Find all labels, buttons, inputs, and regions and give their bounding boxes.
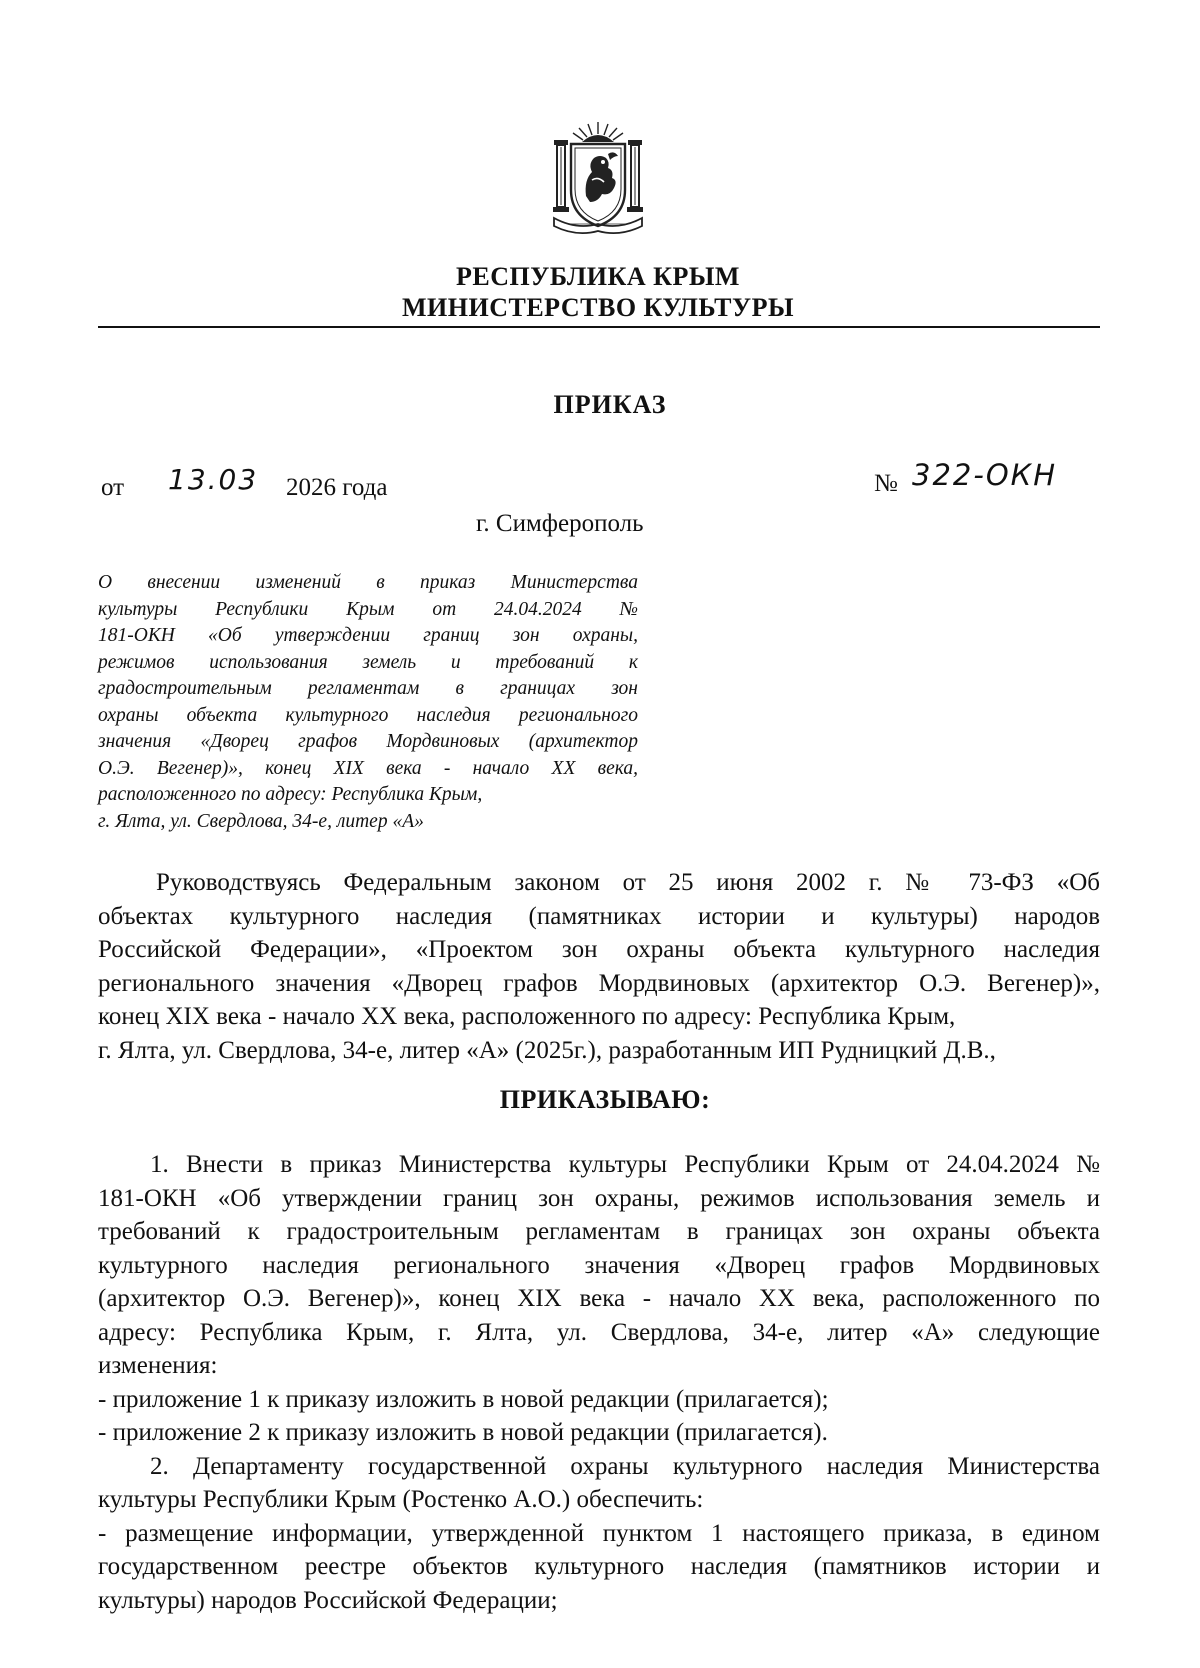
directive-line: 2. Департаменту государственной охраны культурного наследия Министерства bbox=[150, 1452, 1100, 1480]
date-year: 2026 года bbox=[286, 474, 388, 501]
directive-line: изменения: bbox=[98, 1352, 218, 1379]
directive-line: культурного наследия регионального значения «Дворец графов Мордвиновых bbox=[98, 1251, 1100, 1279]
subject-line: 181-ОКН «Об утверждении границ зон охраны, bbox=[98, 625, 638, 646]
directive-items bbox=[98, 1148, 1100, 1617]
subject-line: О.Э. Вегенер)», конец XIX века - начало XX века, bbox=[98, 757, 638, 779]
subject-line: охраны объекта культурного наследия регионального bbox=[98, 704, 638, 726]
preamble-line: конец XIX века - начало XX века, расположенного по адресу: Республика Крым, bbox=[98, 1003, 956, 1030]
directive-line: требований к градостроительным регламентам в границах зон охраны объекта bbox=[98, 1218, 1100, 1245]
handwritten-date: 13.03 bbox=[168, 463, 259, 496]
preamble-line: Российской Федерации», «Проектом зон охраны объекта культурного наследия bbox=[98, 936, 1100, 963]
directive-line: - размещение информации, утвержденной пунктом 1 настоящего приказа, в едином bbox=[98, 1519, 1100, 1547]
directive-line: государственном реестре объектов культурного наследия (памятников истории и bbox=[98, 1553, 1100, 1580]
date-prefix: от bbox=[101, 474, 125, 501]
directive-line: - приложение 2 к приказу изложить в новой редакции (прилагается). bbox=[98, 1419, 828, 1446]
directive-line: - приложение 1 к приказу изложить в новой редакции (прилагается); bbox=[98, 1385, 829, 1413]
preamble-line: г. Ялта, ул. Свердлова, 34-е, литер «А» (2025г.), разработанным ИП Рудницкий Д.В., bbox=[98, 1036, 996, 1064]
header-divider bbox=[98, 326, 1100, 328]
preamble-line: Руководствуясь Федеральным законом от 25 июня 2002 г. № 73-ФЗ «Об bbox=[156, 869, 1100, 896]
directive-line: 1. Внести в приказ Министерства культуры Республики Крым от 24.04.2024 № bbox=[150, 1151, 1100, 1178]
subject-line: О внесении изменений в приказ Министерства bbox=[98, 572, 638, 593]
header-republic: РЕСПУБЛИКА КРЫМ bbox=[456, 262, 740, 291]
order-title: ПРИКАЗ bbox=[553, 390, 667, 419]
crimea-coat-of-arms-icon bbox=[548, 120, 648, 238]
directive-line: адресу: Республика Крым, г. Ялта, ул. Свердлова, 34-е, литер «А» следующие bbox=[98, 1318, 1100, 1346]
handwritten-order-number: 322-ОКН bbox=[912, 458, 1058, 492]
subject-line: градостроительным регламентам в границах зон bbox=[98, 678, 638, 699]
directive-line: культуры Республики Крым (Ростенко А.О.) обеспечить: bbox=[98, 1486, 704, 1513]
preamble-line: регионального значения «Дворец графов Мордвиновых (архитектор О.Э. Вегенер)», bbox=[98, 969, 1100, 997]
subject-line: значения «Дворец графов Мордвиновых (архитектор bbox=[98, 731, 638, 752]
subject-line: режимов использования земель и требований к bbox=[98, 651, 638, 673]
number-sign: № bbox=[874, 470, 898, 497]
city: г. Симферополь bbox=[476, 510, 644, 537]
order-subject bbox=[98, 570, 638, 835]
preamble bbox=[98, 866, 1100, 1067]
header-ministry: МИНИСТЕРСТВО КУЛЬТУРЫ bbox=[402, 293, 794, 322]
directive-line: (архитектор О.Э. Вегенер)», конец XIX века - начало XX века, расположенного по bbox=[98, 1285, 1100, 1312]
subject-line: культуры Республики Крым от 24.04.2024 № bbox=[98, 598, 638, 620]
order-verb: ПРИКАЗЫВАЮ: bbox=[499, 1085, 711, 1114]
subject-line: г. Ялта, ул. Свердлова, 34-е, литер «А» bbox=[98, 810, 424, 832]
preamble-line: объектах культурного наследия (памятниках истории и культуры) народов bbox=[98, 902, 1100, 930]
directive-line: 181-ОКН «Об утверждении границ зон охраны, режимов использования земель и bbox=[98, 1184, 1100, 1212]
subject-line: расположенного по адресу: Республика Крым, bbox=[98, 784, 483, 805]
directive-line: культуры) народов Российской Федерации; bbox=[98, 1586, 558, 1614]
